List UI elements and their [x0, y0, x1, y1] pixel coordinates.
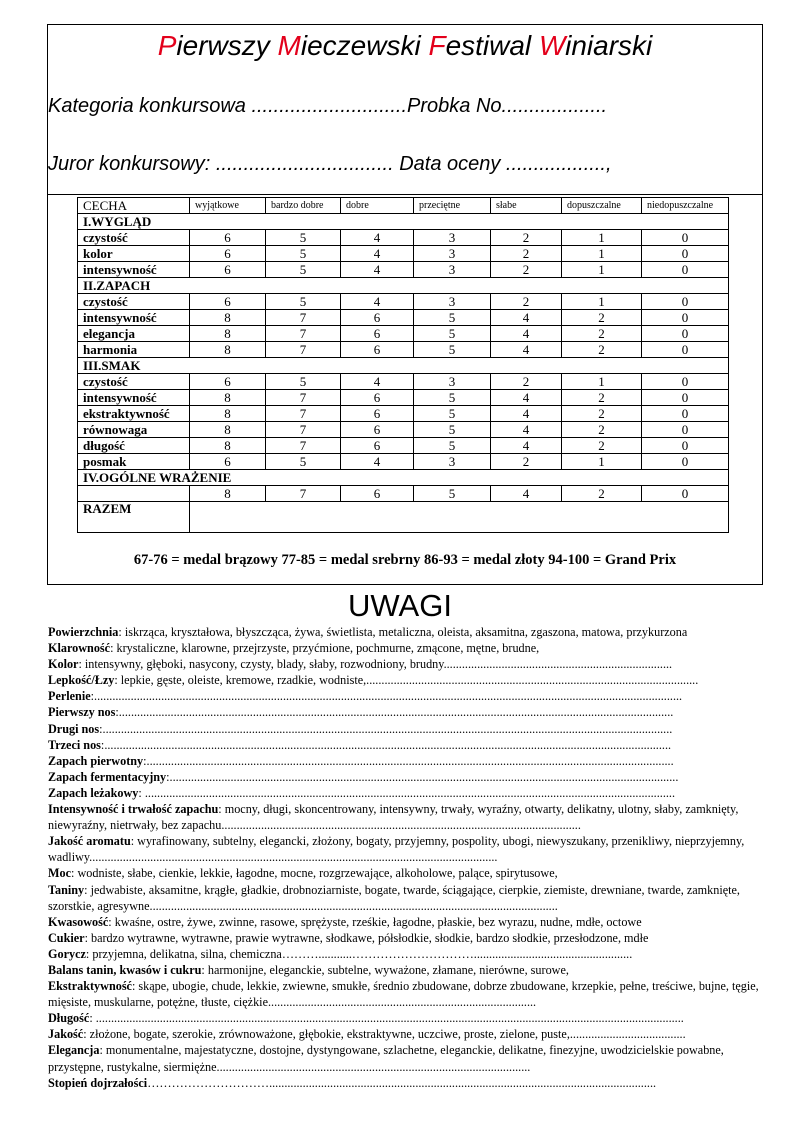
- score-cell: 6: [190, 294, 266, 310]
- score-cell: 0: [642, 438, 729, 454]
- note-label: Kwasowość: [48, 914, 109, 929]
- note-options: przyjemna, delikatna, silna, chemiczna………...........…………………………....................................................: [92, 946, 633, 961]
- score-cell: 8: [190, 310, 266, 326]
- score-cell: 4: [341, 246, 414, 262]
- score-cell: 3: [414, 454, 491, 470]
- score-cell: 2: [562, 422, 642, 438]
- note-label: Cukier: [48, 930, 85, 945]
- note-line[interactable]: [48, 1042, 764, 1074]
- note-label: Perlenie: [48, 689, 91, 704]
- score-cell: 4: [491, 342, 562, 358]
- score-cell: 2: [491, 454, 562, 470]
- score-cell: 5: [266, 230, 341, 246]
- column-header: przeciętne: [414, 198, 491, 214]
- note-label: Ekstraktywność: [48, 979, 132, 994]
- festival-title: [48, 29, 762, 63]
- evaluation-form-frame: [47, 24, 763, 585]
- note-separator: :: [99, 721, 103, 736]
- criterion-label: równowaga: [78, 422, 190, 438]
- medal-thresholds: 67-76 = medal brązowy 77-85 = medal srebrny 86-93 = medal złoty 94-100 = Grand Prix: [133, 552, 677, 568]
- score-cell: 8: [190, 438, 266, 454]
- section-title: IV.OGÓLNE WRAŻENIE: [78, 470, 729, 486]
- score-cell: 2: [491, 246, 562, 262]
- column-header: CECHA: [78, 198, 190, 214]
- table-row: [78, 454, 729, 470]
- score-cell: 7: [266, 406, 341, 422]
- note-label: Stopień dojrzałości: [48, 1075, 148, 1090]
- column-header: niedopuszczalne: [642, 198, 729, 214]
- note-separator: :: [108, 914, 115, 929]
- score-cell: 5: [414, 486, 491, 502]
- column-header: dobre: [341, 198, 414, 214]
- score-cell: 2: [491, 262, 562, 278]
- criterion-label: elegancja: [78, 326, 190, 342]
- score-cell: 5: [266, 246, 341, 262]
- score-cell: 6: [341, 486, 414, 502]
- note-label: Moc: [48, 866, 72, 881]
- note-line[interactable]: [48, 624, 764, 640]
- score-cell: 5: [414, 390, 491, 406]
- score-cell: 6: [341, 310, 414, 326]
- note-options: mocny, długi, skoncentrowany, intensywny, trwały, wyraźny, otwarty, delikatny, ulotny, słaby, zamknięty, niewyraźny, nietrwały, bez zapachu......................................................................................................................: [48, 802, 739, 833]
- score-cell: 4: [491, 438, 562, 454]
- score-cell: 4: [341, 374, 414, 390]
- note-separator: :: [99, 1043, 106, 1058]
- note-separator: :: [85, 946, 93, 961]
- score-table: [77, 197, 729, 533]
- note-options: harmonijne, eleganckie, subtelne, wyważone, złamane, nierówne, surowe,: [207, 962, 569, 977]
- score-cell: 3: [414, 230, 491, 246]
- note-line[interactable]: [48, 1010, 764, 1026]
- note-options: .................................................................................................................................................................................................: [94, 689, 683, 704]
- note-line[interactable]: [48, 1075, 764, 1091]
- total-label: RAZEM: [78, 502, 190, 533]
- section-header-row: [78, 214, 729, 230]
- note-separator: :: [138, 785, 145, 800]
- score-cell: 3: [414, 374, 491, 390]
- section-header-row: [78, 278, 729, 294]
- score-cell: 7: [266, 486, 341, 502]
- score-cell: 1: [562, 230, 642, 246]
- score-cell: 8: [190, 422, 266, 438]
- score-cell: 7: [266, 310, 341, 326]
- score-cell: 5: [414, 326, 491, 342]
- table-row: [78, 342, 729, 358]
- note-separator: :: [89, 1011, 96, 1026]
- note-options: ..........................................................................................................................................................................................: [104, 737, 672, 752]
- score-cell: 0: [642, 294, 729, 310]
- score-cell: 6: [341, 390, 414, 406]
- note-label: Trzeci nos: [48, 737, 101, 752]
- score-cell: 4: [341, 262, 414, 278]
- criterion-label: czystość: [78, 294, 190, 310]
- score-cell: 4: [341, 294, 414, 310]
- score-cell: 3: [414, 262, 491, 278]
- score-cell: 7: [266, 326, 341, 342]
- table-row: [78, 246, 729, 262]
- criterion-label: czystość: [78, 230, 190, 246]
- note-options: bardzo wytrawne, wytrawne, prawie wytrawne, słodkawe, półsłodkie, słodkie, bardzo słodkie, przesłodzone, mdłe: [91, 930, 649, 945]
- note-line[interactable]: [48, 833, 764, 865]
- note-options: .................................................................................................................................................................................................: [95, 1011, 684, 1026]
- column-header: dopuszczalne: [562, 198, 642, 214]
- table-row: [78, 310, 729, 326]
- score-cell: 7: [266, 438, 341, 454]
- note-label: Długość: [48, 1011, 90, 1026]
- note-label: Intensywność i trwałość zapachu: [48, 802, 219, 817]
- score-cell: 6: [341, 342, 414, 358]
- note-separator: :: [143, 753, 147, 768]
- note-options: ..............................................................................................................................................................................: [144, 785, 675, 800]
- note-options: kwaśne, ostre, żywe, zwinne, rasowe, sprężyste, rześkie, łagodne, płaskie, bez wyrazu, nudne, mdłe, octowe: [114, 914, 642, 929]
- table-row: [78, 230, 729, 246]
- score-cell: 7: [266, 422, 341, 438]
- column-header: wyjątkowe: [190, 198, 266, 214]
- score-cell: 6: [190, 262, 266, 278]
- section-title: III.SMAK: [78, 358, 729, 374]
- note-separator: :: [131, 979, 139, 994]
- score-cell: 4: [491, 326, 562, 342]
- section-title: I.WYGLĄD: [78, 214, 729, 230]
- score-cell: 4: [491, 422, 562, 438]
- score-cell: 2: [562, 310, 642, 326]
- note-separator: :: [90, 689, 95, 704]
- note-line[interactable]: [48, 914, 764, 930]
- score-cell: 2: [562, 486, 642, 502]
- title-word-rest: estiwal: [445, 30, 539, 61]
- juror-date-line: Juror konkursowy: ................................ Data oceny ..................,: [48, 153, 612, 175]
- note-separator: :: [71, 866, 78, 881]
- note-options: ......................................................................................................................................................................................: [118, 705, 674, 720]
- score-cell: 2: [562, 390, 642, 406]
- note-line[interactable]: [48, 865, 764, 881]
- note-options: wyrafinowany, subtelny, elegancki, złożony, bogaty, przyjemny, pospolity, ubogi, niewyszukany, przenikliwy, nieprzyjemny, wadliwy......................................................................................................................................: [48, 834, 745, 865]
- uwagi-heading: UWAGI: [348, 588, 452, 623]
- score-cell: 2: [491, 230, 562, 246]
- note-label: Powierzchnia: [48, 625, 119, 639]
- note-label: Lepkość/Łzy: [48, 673, 115, 688]
- note-separator: :: [83, 1027, 90, 1042]
- note-line[interactable]: [48, 721, 764, 737]
- score-cell: 0: [642, 310, 729, 326]
- score-cell: 2: [491, 294, 562, 310]
- note-line[interactable]: [48, 769, 764, 785]
- criterion-label: długość: [78, 438, 190, 454]
- title-capital: M: [277, 30, 301, 61]
- note-options: skąpe, ubogie, chude, lekkie, zwiewne, smukłe, średnio zbudowane, dobrze zbudowane, krzepkie, pełne, treściwe, bujne, tęgie, mięsiste, muskularne, potężne, tłuste, ciężkie........................................................................................: [48, 979, 759, 1010]
- score-cell: 2: [562, 406, 642, 422]
- note-line[interactable]: [48, 801, 764, 833]
- criterion-label: intensywność: [78, 262, 190, 278]
- score-cell: 1: [562, 454, 642, 470]
- score-cell: 0: [642, 390, 729, 406]
- note-label: Elegancja: [48, 1043, 100, 1058]
- title-word-rest: ieczewski: [300, 30, 429, 61]
- note-options: złożone, bogate, szerokie, zrównoważone, głębokie, ekstraktywne, uczciwe, proste, zielone, puste,......................................: [89, 1027, 686, 1042]
- score-cell: 6: [190, 246, 266, 262]
- score-cell: 6: [190, 230, 266, 246]
- note-line[interactable]: [48, 640, 764, 656]
- note-options: monumentalne, majestatyczne, dostojne, dystyngowane, szlachetne, eleganckie, delikatne, finezyjne, uwodzicielskie powabne, przystępne, rustykalne, siermiężne.......................................................................................................: [48, 1043, 724, 1074]
- score-cell: 2: [562, 326, 642, 342]
- table-row: [78, 294, 729, 310]
- note-options: …………………………...............................................................................................................................: [147, 1075, 657, 1090]
- score-cell: 5: [266, 294, 341, 310]
- note-options: lepkie, gęste, oleiste, kremowe, rzadkie, wodniste,.............................................................................................................: [120, 673, 699, 688]
- criterion-label: harmonia: [78, 342, 190, 358]
- note-separator: :: [110, 641, 117, 656]
- score-cell: 5: [414, 438, 491, 454]
- title-capital: F: [428, 30, 446, 61]
- note-line[interactable]: [48, 737, 764, 753]
- table-row: [78, 374, 729, 390]
- note-line[interactable]: [48, 704, 764, 720]
- note-options: intensywny, głęboki, nasycony, czysty, blady, słaby, rozwodniony, brudny...........................................................................: [84, 657, 673, 672]
- title-capital: P: [157, 30, 177, 61]
- note-separator: :: [201, 962, 208, 977]
- note-separator: :: [100, 737, 105, 752]
- table-row: [78, 422, 729, 438]
- table-header-row: [78, 198, 729, 214]
- title-word-rest: ierwszy: [176, 30, 278, 61]
- score-cell: 8: [190, 406, 266, 422]
- note-separator: :: [118, 625, 125, 639]
- score-cell: 1: [562, 294, 642, 310]
- score-cell: 4: [341, 454, 414, 470]
- note-separator: :: [166, 769, 170, 784]
- score-cell: 0: [642, 422, 729, 438]
- note-options: .......................................................................................................................................................................: [169, 769, 679, 784]
- note-separator: :: [84, 882, 91, 897]
- score-cell: 0: [642, 342, 729, 358]
- score-cell: 0: [642, 486, 729, 502]
- note-line[interactable]: [48, 785, 764, 801]
- column-header: słabe: [491, 198, 562, 214]
- note-label: Gorycz: [48, 946, 86, 961]
- score-cell: 0: [642, 262, 729, 278]
- score-cell: 6: [341, 438, 414, 454]
- note-line[interactable]: [48, 753, 764, 769]
- note-options: ...........................................................................................................................................................................................: [102, 721, 673, 736]
- score-cell: 4: [491, 390, 562, 406]
- criterion-label: [78, 486, 190, 502]
- note-label: Jakość: [48, 1027, 84, 1042]
- note-options: wodniste, słabe, cienkie, lekkie, łagodne, mocne, rozgrzewające, alkoholowe, palące, spirytusowe,: [77, 866, 558, 881]
- note-line[interactable]: [48, 978, 764, 1010]
- note-line[interactable]: [48, 946, 764, 962]
- score-cell: 6: [341, 406, 414, 422]
- note-line[interactable]: [48, 688, 764, 704]
- table-row: [78, 262, 729, 278]
- column-header: bardzo dobre: [266, 198, 341, 214]
- criterion-label: intensywność: [78, 310, 190, 326]
- score-cell: 0: [642, 454, 729, 470]
- note-label: Zapach leżakowy: [48, 785, 139, 800]
- section-title: II.ZAPACH: [78, 278, 729, 294]
- note-line[interactable]: [48, 962, 764, 978]
- score-cell: 5: [266, 374, 341, 390]
- score-cell: 5: [266, 262, 341, 278]
- score-cell: 5: [414, 342, 491, 358]
- score-cell: 4: [491, 486, 562, 502]
- score-cell: 0: [642, 246, 729, 262]
- score-cell: 8: [190, 326, 266, 342]
- title-capital: W: [538, 30, 566, 61]
- note-options: krystaliczne, klarowne, przejrzyste, przyćmione, pochmurne, zmącone, mętne, brudne,: [116, 641, 540, 656]
- title-word-rest: iniarski: [565, 30, 653, 61]
- note-options: jedwabiste, aksamitne, krągłe, gładkie, drobnoziarniste, bogate, twarde, ściągające, cierpkie, ziemiste, drewniane, twarde, zamknięte, szorstkie, agresywne......................................................................................................................................: [48, 882, 740, 913]
- score-cell: 3: [414, 246, 491, 262]
- note-label: Balans tanin, kwasów i cukru: [48, 962, 202, 977]
- note-line[interactable]: [48, 672, 764, 688]
- category-sample-line: Kategoria konkursowa ............................Probka No...................: [48, 95, 608, 117]
- note-line[interactable]: [48, 882, 764, 914]
- criterion-label: czystość: [78, 374, 190, 390]
- score-cell: 2: [562, 342, 642, 358]
- score-cell: 8: [190, 342, 266, 358]
- score-cell: 0: [642, 326, 729, 342]
- score-cell: 1: [562, 262, 642, 278]
- note-label: Taniny: [48, 882, 85, 897]
- score-cell: 1: [562, 374, 642, 390]
- score-cell: 5: [266, 454, 341, 470]
- note-separator: :: [84, 930, 91, 945]
- note-separator: :: [114, 673, 121, 688]
- table-row: [78, 326, 729, 342]
- score-cell: 0: [642, 230, 729, 246]
- score-cell: 6: [341, 326, 414, 342]
- score-cell: 4: [491, 310, 562, 326]
- note-line[interactable]: [48, 930, 764, 946]
- score-cell: 7: [266, 342, 341, 358]
- score-cell: 4: [341, 230, 414, 246]
- score-cell: 3: [414, 294, 491, 310]
- header-separator: [48, 194, 762, 195]
- score-cell: 6: [190, 454, 266, 470]
- note-label: Zapach pierwotny: [48, 753, 144, 768]
- score-cell: 2: [562, 438, 642, 454]
- note-separator: :: [130, 834, 138, 849]
- note-label: Jakość aromatu: [48, 834, 131, 849]
- score-cell: 7: [266, 390, 341, 406]
- note-line[interactable]: [48, 656, 764, 672]
- total-row: [78, 502, 729, 533]
- note-separator: :: [78, 657, 85, 672]
- section-header-row: [78, 470, 729, 486]
- table-row: [78, 390, 729, 406]
- note-label: Drugi nos: [48, 721, 100, 736]
- criterion-label: ekstraktywność: [78, 406, 190, 422]
- score-cell: 4: [491, 406, 562, 422]
- criterion-label: kolor: [78, 246, 190, 262]
- note-label: Klarowność: [48, 641, 111, 656]
- score-cell: 8: [190, 390, 266, 406]
- table-row: [78, 406, 729, 422]
- score-cell: 5: [414, 406, 491, 422]
- table-row: [78, 486, 729, 502]
- table-row: [78, 438, 729, 454]
- note-line[interactable]: [48, 1026, 764, 1042]
- note-options: .............................................................................................................................................................................: [146, 753, 674, 768]
- score-cell: 5: [414, 422, 491, 438]
- score-cell: 2: [491, 374, 562, 390]
- note-label: Zapach fermentacyjny: [48, 769, 167, 784]
- score-cell: 0: [642, 374, 729, 390]
- note-separator: :: [115, 705, 119, 720]
- criterion-label: intensywność: [78, 390, 190, 406]
- total-value-field[interactable]: [190, 502, 729, 533]
- note-separator: :: [218, 802, 225, 817]
- score-cell: 6: [190, 374, 266, 390]
- score-cell: 8: [190, 486, 266, 502]
- section-header-row: [78, 358, 729, 374]
- note-label: Kolor: [48, 657, 79, 672]
- score-cell: 0: [642, 406, 729, 422]
- note-label: Pierwszy nos: [48, 705, 116, 720]
- score-cell: 6: [341, 422, 414, 438]
- score-cell: 5: [414, 310, 491, 326]
- criterion-label: posmak: [78, 454, 190, 470]
- notes-list: [48, 624, 764, 1091]
- score-cell: 1: [562, 246, 642, 262]
- note-options: iskrząca, kryształowa, błyszcząca, żywa, świetlista, metaliczna, oleista, aksamitna, zgaszona, matowa, przykurzona: [124, 625, 688, 639]
